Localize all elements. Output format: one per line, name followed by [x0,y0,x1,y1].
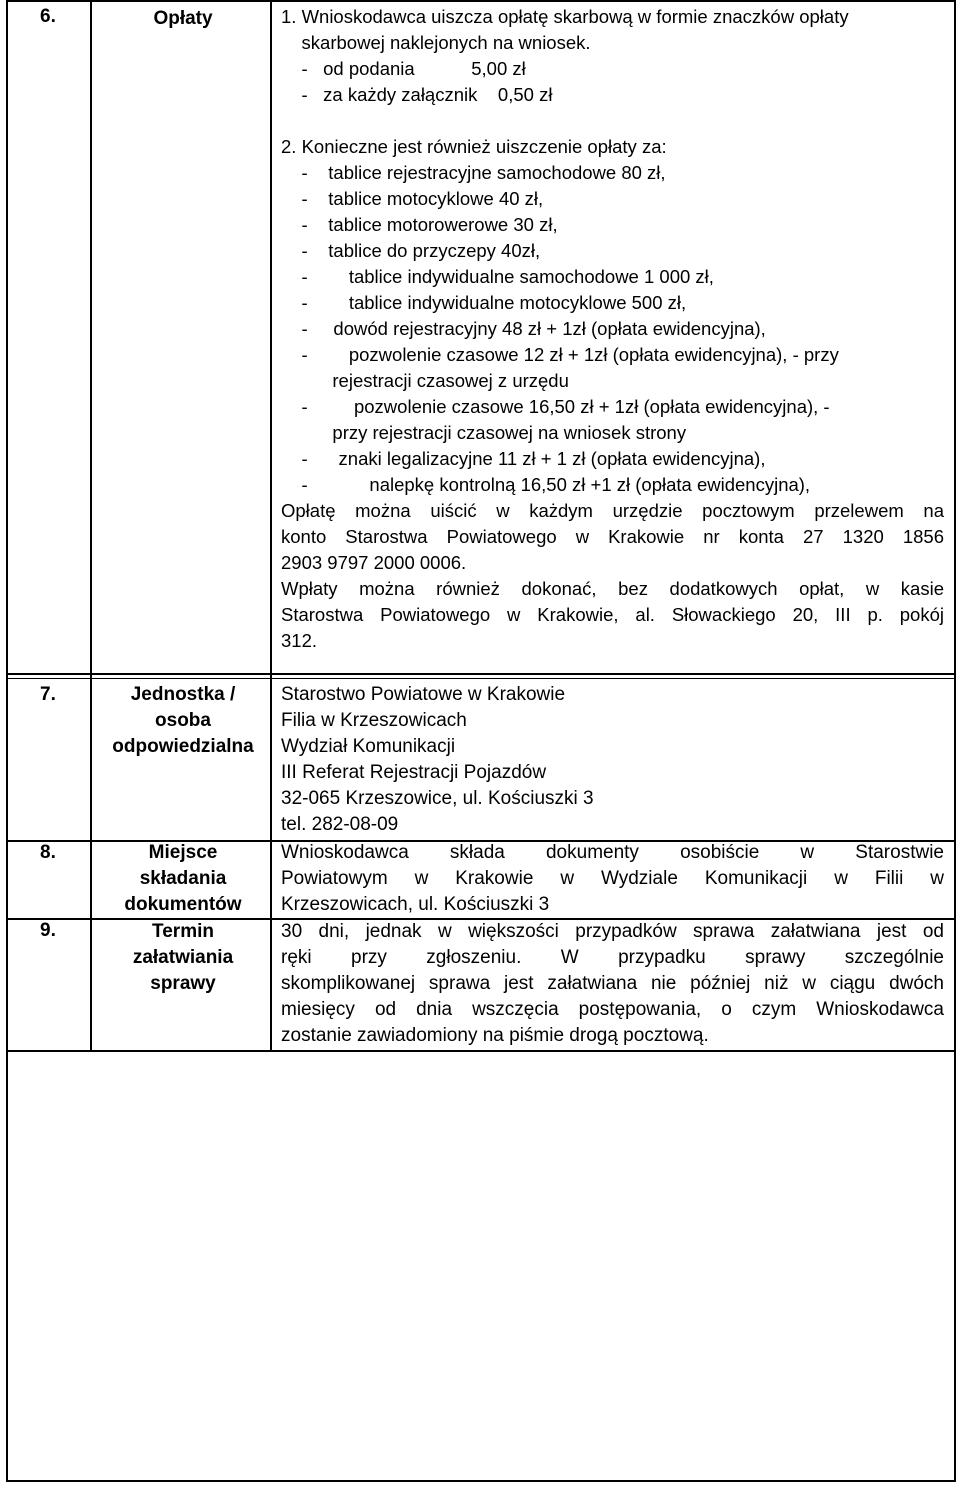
payment-paragraph-line: 2903 9797 2000 0006. [281,552,467,573]
label-line: załatwiania [132,947,234,968]
fees-line: - tablice motocyklowe 40 zł, [281,188,544,209]
fees-line: - tablice do przyczepy 40zł, [281,240,541,261]
submission-place-content [281,840,944,918]
table-top-border [6,0,956,2]
table-bottom-border [6,1050,956,1052]
fees-content [281,4,944,654]
processing-time-content [281,919,944,1049]
unit-line: tel. 282-08-09 [281,814,399,835]
row-divider-6-7 [6,673,956,675]
column-divider-1 [90,0,92,1050]
label-line: Termin [152,921,214,942]
fees-line: skarbowej naklejonych na wniosek. [281,32,591,53]
fees-line: - tablice motorowerowe 30 zł, [281,214,558,235]
row-number: 6. [40,6,56,27]
cash-paragraph-line: Starostwa Powiatowego w Krakowie, al. Słowackiego 20, III p. pokój [281,604,944,625]
processing-line: zostanie zawiadomiony na piśmie drogą pocztową. [281,1025,709,1046]
submission-line: Wnioskodawca składa dokumenty osobiście w Starostwie [281,842,944,863]
label-line: odpowiedzialna [112,736,254,757]
fees-line: 2. Konieczne jest również uiszczenie opłaty za: [281,136,667,157]
processing-line: ręki przy zgłoszeniu. W przypadku sprawy szczególnie [281,947,944,968]
fees-line: - od podania 5,00 zł [281,58,526,79]
fees-line: - dowód rejestracyjny 48 zł + 1zł (opłata ewidencyjna), [281,318,766,339]
unit-line: Wydział Komunikacji [281,736,456,757]
fees-line: - pozwolenie czasowe 16,50 zł + 1zł (opłata ewidencyjna), - [281,396,830,417]
row-label-processing-time [98,919,268,997]
unit-line: 32-065 Krzeszowice, ul. Kościuszki 3 [281,788,594,809]
fees-line: - tablice indywidualne motocyklowe 500 zł, [281,292,687,313]
processing-line: skomplikowanej sprawa jest załatwiana nie później niż w ciągu dwóch [281,973,944,994]
unit-line: Starostwo Powiatowe w Krakowie [281,684,566,705]
payment-paragraph-line: konto Starostwa Powiatowego w Krakowie nr konta 27 1320 1856 [281,526,944,547]
row-label-responsible-unit [98,682,268,760]
label-line: Miejsce [148,842,218,863]
label-line: dokumentów [124,894,242,915]
fees-line: 1. Wnioskodawca uiszcza opłatę skarbową w formie znaczków opłaty [281,6,849,27]
fees-line: przy rejestracji czasowej na wniosek strony [281,422,687,443]
cash-paragraph-line: 312. [281,630,318,651]
label-line: osoba [155,710,211,731]
submission-line: Powiatowym w Krakowie w Wydziale Komunikacji w Filii w [281,868,944,889]
row-label-fees: Opłaty [153,8,213,29]
submission-line: Krzeszowicach, ul. Kościuszki 3 [281,894,550,915]
column-divider-2 [270,0,272,1050]
fees-line: - tablice indywidualne samochodowe 1 000 zł, [281,266,714,287]
fees-line: - tablice rejestracyjne samochodowe 80 zł, [281,162,666,183]
processing-line: 30 dni, jednak w większości przypadków sprawa załatwiana jest od [281,921,944,942]
payment-paragraph-line: Opłatę można uiścić w każdym urzędzie pocztowym przelewem na [281,500,944,521]
row-number: 8. [40,842,56,863]
fees-line: - znaki legalizacyjne 11 zł + 1 zł (opłata ewidencyjna), [281,448,766,469]
row-number: 9. [40,920,56,941]
fees-line: rejestracji czasowej z urzędu [281,370,569,391]
label-line: Jednostka / [130,684,236,705]
fees-line: - nalepkę kontrolną 16,50 zł +1 zł (opłata ewidencyjna), [281,474,811,495]
responsible-unit-content [281,682,944,838]
fees-line: - pozwolenie czasowe 12 zł + 1zł (opłata ewidencyjna), - przy [281,344,839,365]
fees-line: - za każdy załącznik 0,50 zł [281,84,553,105]
row-divider-6-7-double [6,678,956,679]
row-number: 7. [40,684,56,705]
label-line: składania [139,868,227,889]
cash-paragraph-line: Wpłaty można również dokonać, bez dodatkowych opłat, w kasie [281,578,944,599]
unit-line: Filia w Krzeszowicach [281,710,467,731]
row-label-submission-place [98,840,268,918]
processing-line: miesięcy od dnia wszczęcia postępowania, o czym Wnioskodawca [281,999,944,1020]
label-line: sprawy [150,973,216,994]
unit-line: III Referat Rejestracji Pojazdów [281,762,547,783]
fees-spacer [281,108,944,134]
